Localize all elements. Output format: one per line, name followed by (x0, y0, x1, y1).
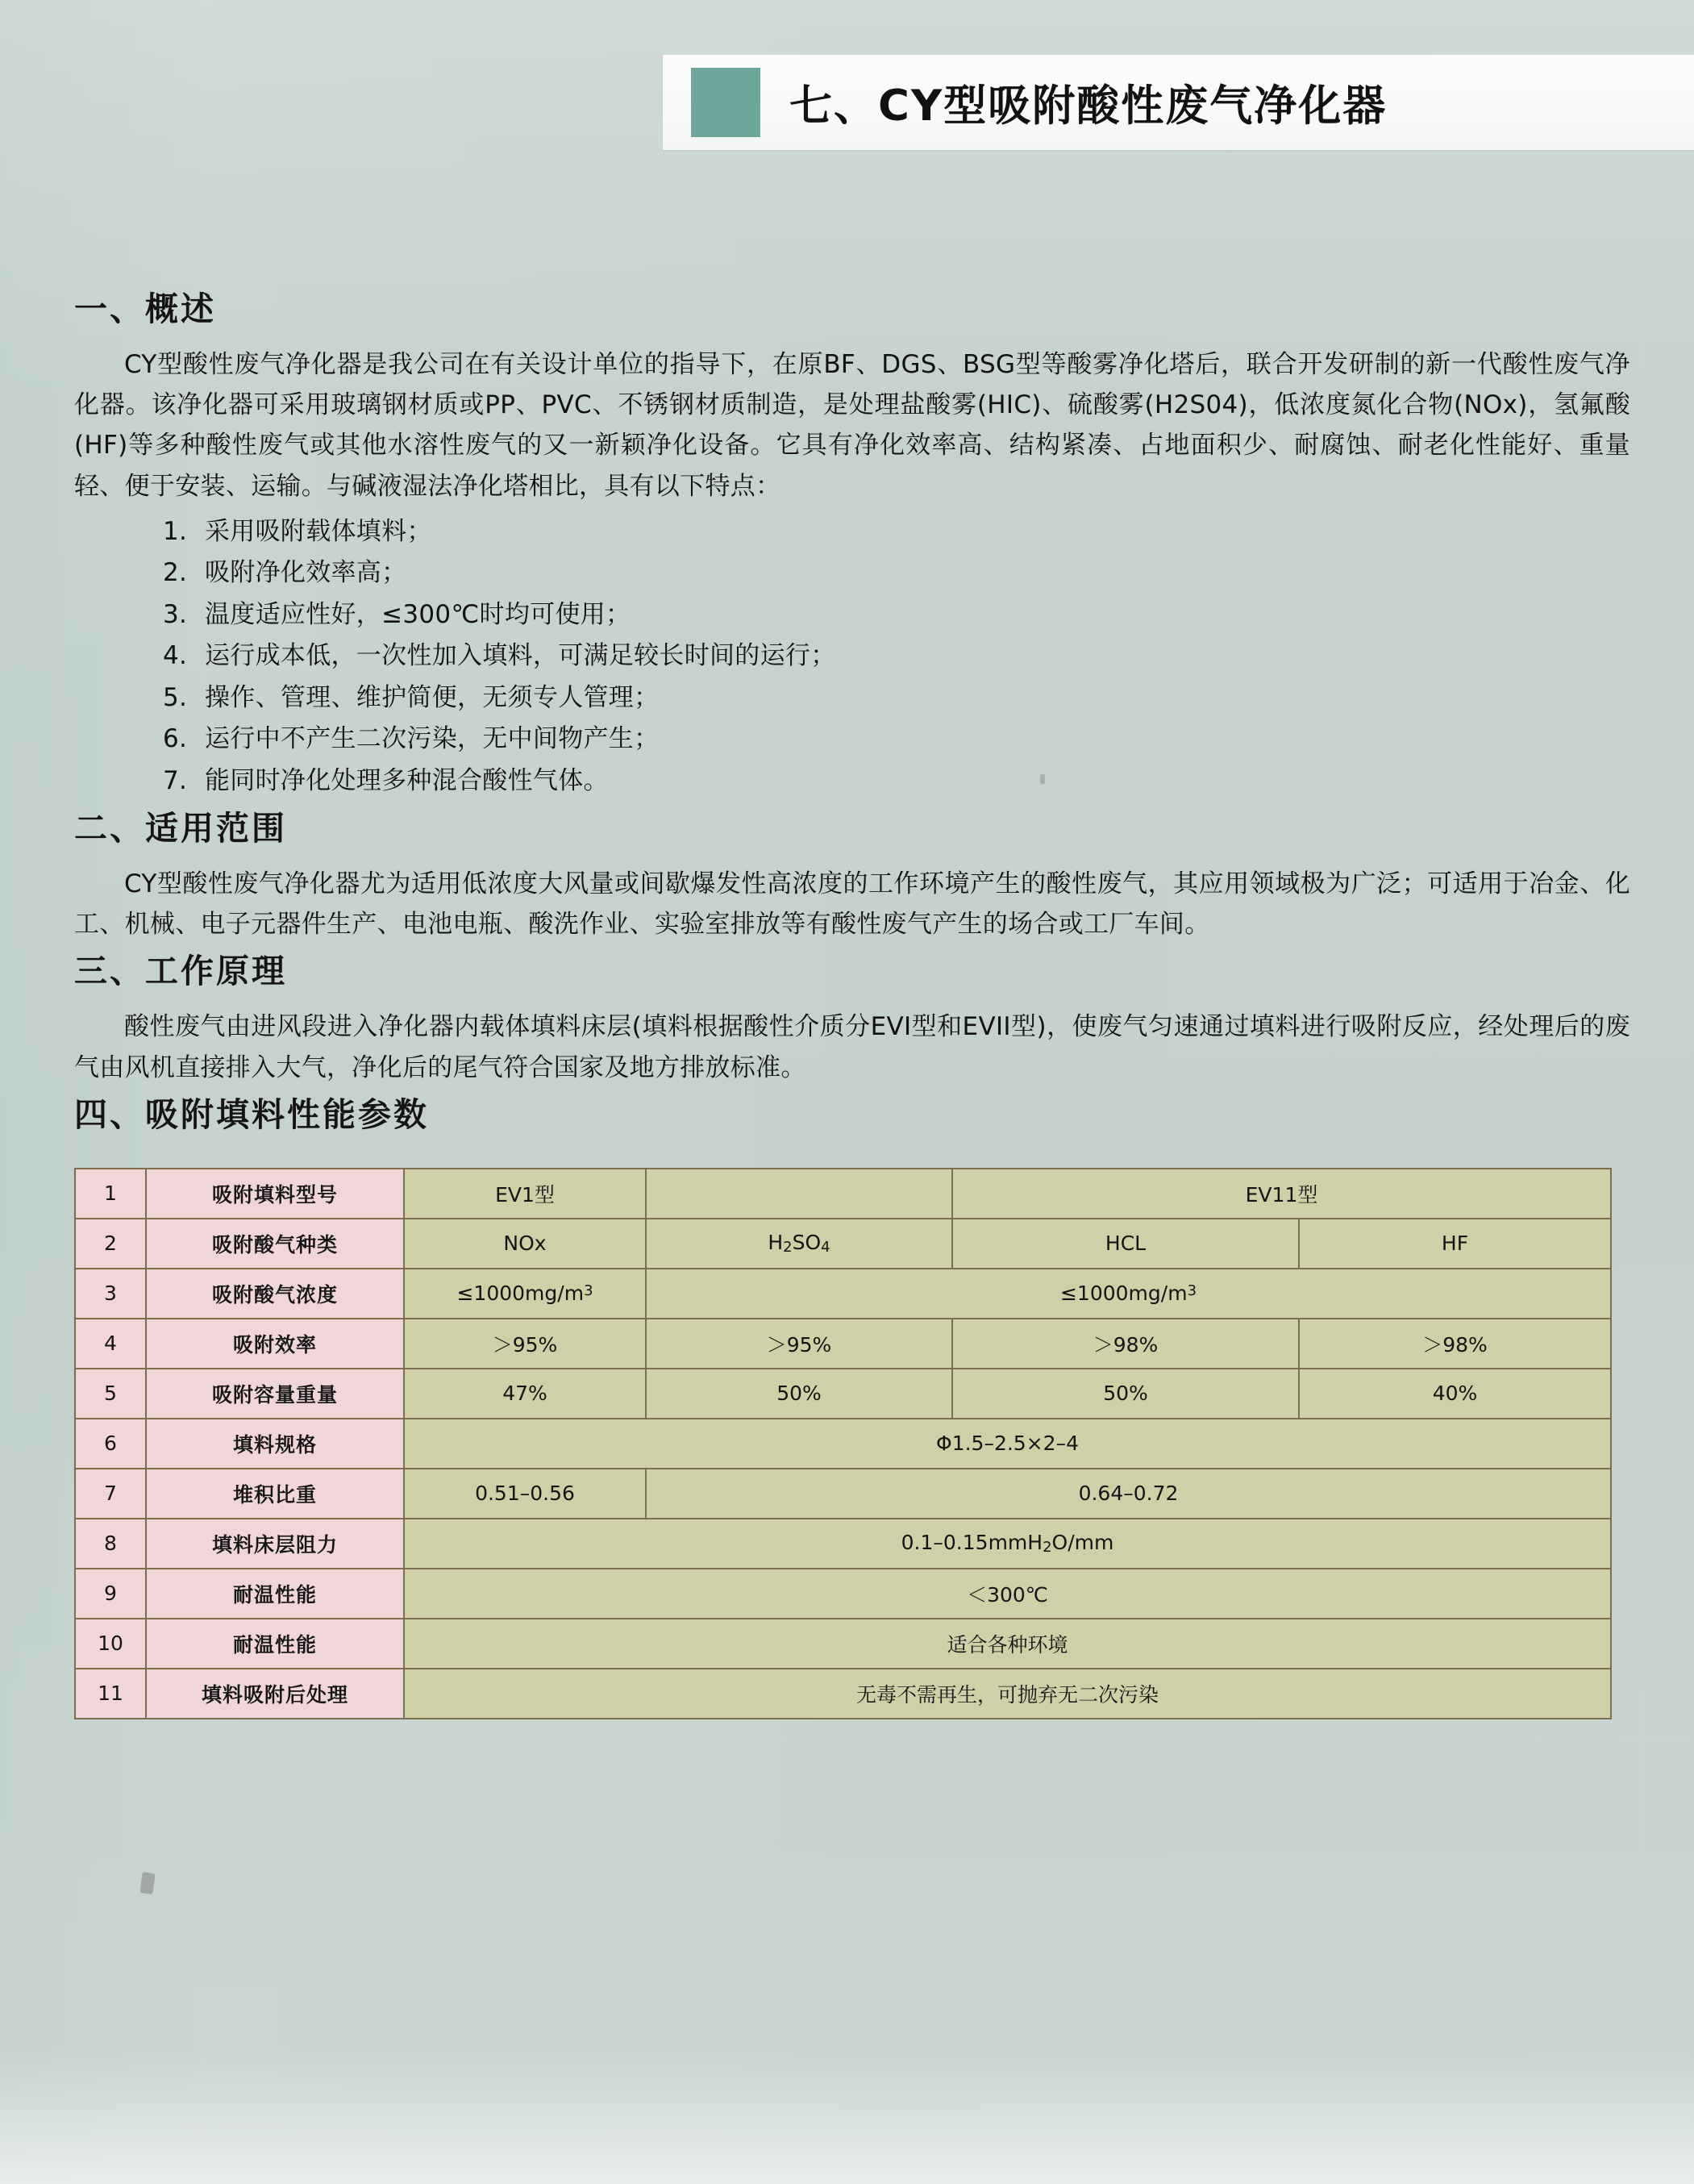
table-cell-index: 7 (75, 1469, 146, 1519)
table-cell-index: 8 (75, 1519, 146, 1569)
section-heading-scope: 二、适用范围 (74, 809, 287, 848)
section-paragraph-principle: 酸性废气由进风段进入净化器内载体填料床层(填料根据酸性介质分EVI型和EVII型)，使废气匀速通过填料进行吸附反应，经处理后的废气由风机直接排入大气，净化后的尾气符合国家及地方排放标准。 (74, 1012, 1630, 1082)
table-cell-value: ＞95% (404, 1319, 646, 1369)
table-cell-value: ＞95% (646, 1319, 952, 1369)
table-cell-parameter-name: 吸附酸气种类 (146, 1219, 404, 1269)
table-cell-value: 无毒不需再生，可抛弃无二次污染 (404, 1669, 1611, 1719)
table-row (75, 1319, 1611, 1369)
table-row (75, 1519, 1611, 1569)
list-item: 4. 运行成本低，一次性加入填料，可满足较长时间的运行； (163, 641, 836, 671)
table-cell-parameter-name: 吸附容量重量 (146, 1369, 404, 1419)
feature-list (74, 511, 1630, 802)
list-item-text: 运行中不产生二次污染，无中间物产生； (205, 724, 660, 754)
scan-blemish (139, 1872, 155, 1894)
table-row (75, 1169, 1611, 1219)
table-cell-value: Φ1.5–2.5×2–4 (404, 1419, 1611, 1469)
list-item: 2. 吸附净化效率高； (163, 558, 407, 588)
table-cell-value: 47% (404, 1369, 646, 1419)
table-cell-index: 3 (75, 1269, 146, 1319)
table-row (75, 1419, 1611, 1469)
list-item-text: 能同时净化处理多种混合酸性气体。 (205, 765, 609, 795)
table-cell-value: $\le 1000mg/m^3$ (646, 1269, 1611, 1319)
table-cell-parameter-name: 吸附酸气浓度 (146, 1269, 404, 1319)
section-heading-principle: 三、工作原理 (74, 952, 287, 991)
table-cell-parameter-name: 填料床层阻力 (146, 1519, 404, 1569)
table-cell-value: 0.64–0.72 (646, 1469, 1611, 1519)
table-cell-value: ＜300℃ (404, 1569, 1611, 1619)
table-cell-parameter-name: 堆积比重 (146, 1469, 404, 1519)
list-item-text: 温度适应性好，≤300℃时均可使用； (205, 599, 631, 629)
list-item-text: 运行成本低，一次性加入填料，可满足较长时间的运行； (205, 641, 836, 671)
table-cell-value: 40% (1299, 1369, 1611, 1419)
page-header-banner (663, 55, 1694, 150)
header-accent-square (691, 68, 760, 137)
table-row (75, 1619, 1611, 1669)
list-item: 3. 温度适应性好，≤300℃时均可使用； (163, 599, 631, 629)
document-body (74, 282, 1630, 1719)
adsorbent-spec-table (74, 1168, 1612, 1719)
table-cell-value: NOx (404, 1219, 646, 1269)
table-cell-parameter-name: 填料吸附后处理 (146, 1669, 404, 1719)
table-cell-index: 2 (75, 1219, 146, 1269)
section-heading-overview: 一、概述 (74, 290, 216, 328)
table-cell-value: 50% (646, 1369, 952, 1419)
table-cell-value (646, 1169, 952, 1219)
section-paragraph-scope: CY型酸性废气净化器尤为适用低浓度大风量或间歇爆发性高浓度的工作环境产生的酸性废气，其应用领域极为广泛；可适用于冶金、化工、机械、电子元器件生产、电池电瓶、酸洗作业、实验室排放等有酸性废气产生的场合或工厂车间。 (74, 869, 1630, 940)
table-cell-index: 9 (75, 1569, 146, 1619)
table-cell-parameter-name: 填料规格 (146, 1419, 404, 1469)
table-cell-parameter-name: 耐温性能 (146, 1569, 404, 1619)
table-cell-value: HCL (952, 1219, 1299, 1269)
table-cell-index: 1 (75, 1169, 146, 1219)
list-item-text: 操作、管理、维护简便，无须专人管理； (205, 682, 660, 712)
table-cell-value: 适合各种环境 (404, 1619, 1611, 1669)
table-row (75, 1369, 1611, 1419)
table-cell-index: 5 (75, 1369, 146, 1419)
table-cell-value: 0.1–0.15mmH$_2$O/mm (404, 1519, 1611, 1569)
table-cell-parameter-name: 耐温性能 (146, 1619, 404, 1669)
table-cell-value: ＞98% (1299, 1319, 1611, 1369)
list-item-text: 采用吸附载体填料； (205, 516, 432, 546)
table-cell-value: 50% (952, 1369, 1299, 1419)
table-cell-parameter-name: 吸附填料型号 (146, 1169, 404, 1219)
section-paragraph-overview: CY型酸性废气净化器是我公司在有关设计单位的指导下，在原BF、DGS、BSG型等酸雾净化塔后，联合开发研制的新一代酸性废气净化器。该净化器可采用玻璃钢材质或PP、PVC、不锈钢材质制造，是处理盐酸雾(HIC)、硫酸雾(H2S04)，低浓度氮化合物(NOx)，氢氟酸(HF)等多种酸性废气或其他水溶性废气的又一新颖净化设备。它具有净化效率高、结构紧凑、占地面积少、耐腐蚀、耐老化性能好、重量轻、便于安装、运输。与碱液湿法净化塔相比，具有以下特点： (74, 350, 1630, 501)
table-cell-index: 10 (75, 1619, 146, 1669)
table-row (75, 1219, 1611, 1269)
table-cell-value: $\le 1000mg/m^3$ (404, 1269, 646, 1319)
table-row (75, 1269, 1611, 1319)
scan-blemish (1040, 774, 1045, 784)
table-cell-value: EV1型 (404, 1169, 646, 1219)
table-row (75, 1569, 1611, 1619)
table-cell-value: EV11型 (952, 1169, 1611, 1219)
list-item: 7. 能同时净化处理多种混合酸性气体。 (163, 765, 609, 795)
table-cell-value: 0.51–0.56 (404, 1469, 646, 1519)
table-cell-index: 11 (75, 1669, 146, 1719)
table-cell-value: ＞98% (952, 1319, 1299, 1369)
list-item: 1. 采用吸附载体填料； (163, 516, 432, 546)
section-heading-params: 四、吸附填料性能参数 (74, 1094, 429, 1134)
table-cell-parameter-name: 吸附效率 (146, 1319, 404, 1369)
table-row (75, 1469, 1611, 1519)
table-cell-index: 6 (75, 1419, 146, 1469)
list-item-text: 吸附净化效率高； (205, 558, 407, 588)
page-title: 七、CY型吸附酸性废气净化器 (789, 81, 1388, 131)
spec-table-wrapper (74, 1168, 1630, 1719)
table-cell-value: HF (1299, 1219, 1611, 1269)
table-cell-value: $H_2SO_4$ (646, 1219, 952, 1269)
table-cell-index: 4 (75, 1319, 146, 1369)
list-item: 6. 运行中不产生二次污染，无中间物产生； (163, 724, 660, 754)
table-row (75, 1669, 1611, 1719)
list-item: 5. 操作、管理、维护简便，无须专人管理； (163, 682, 660, 712)
